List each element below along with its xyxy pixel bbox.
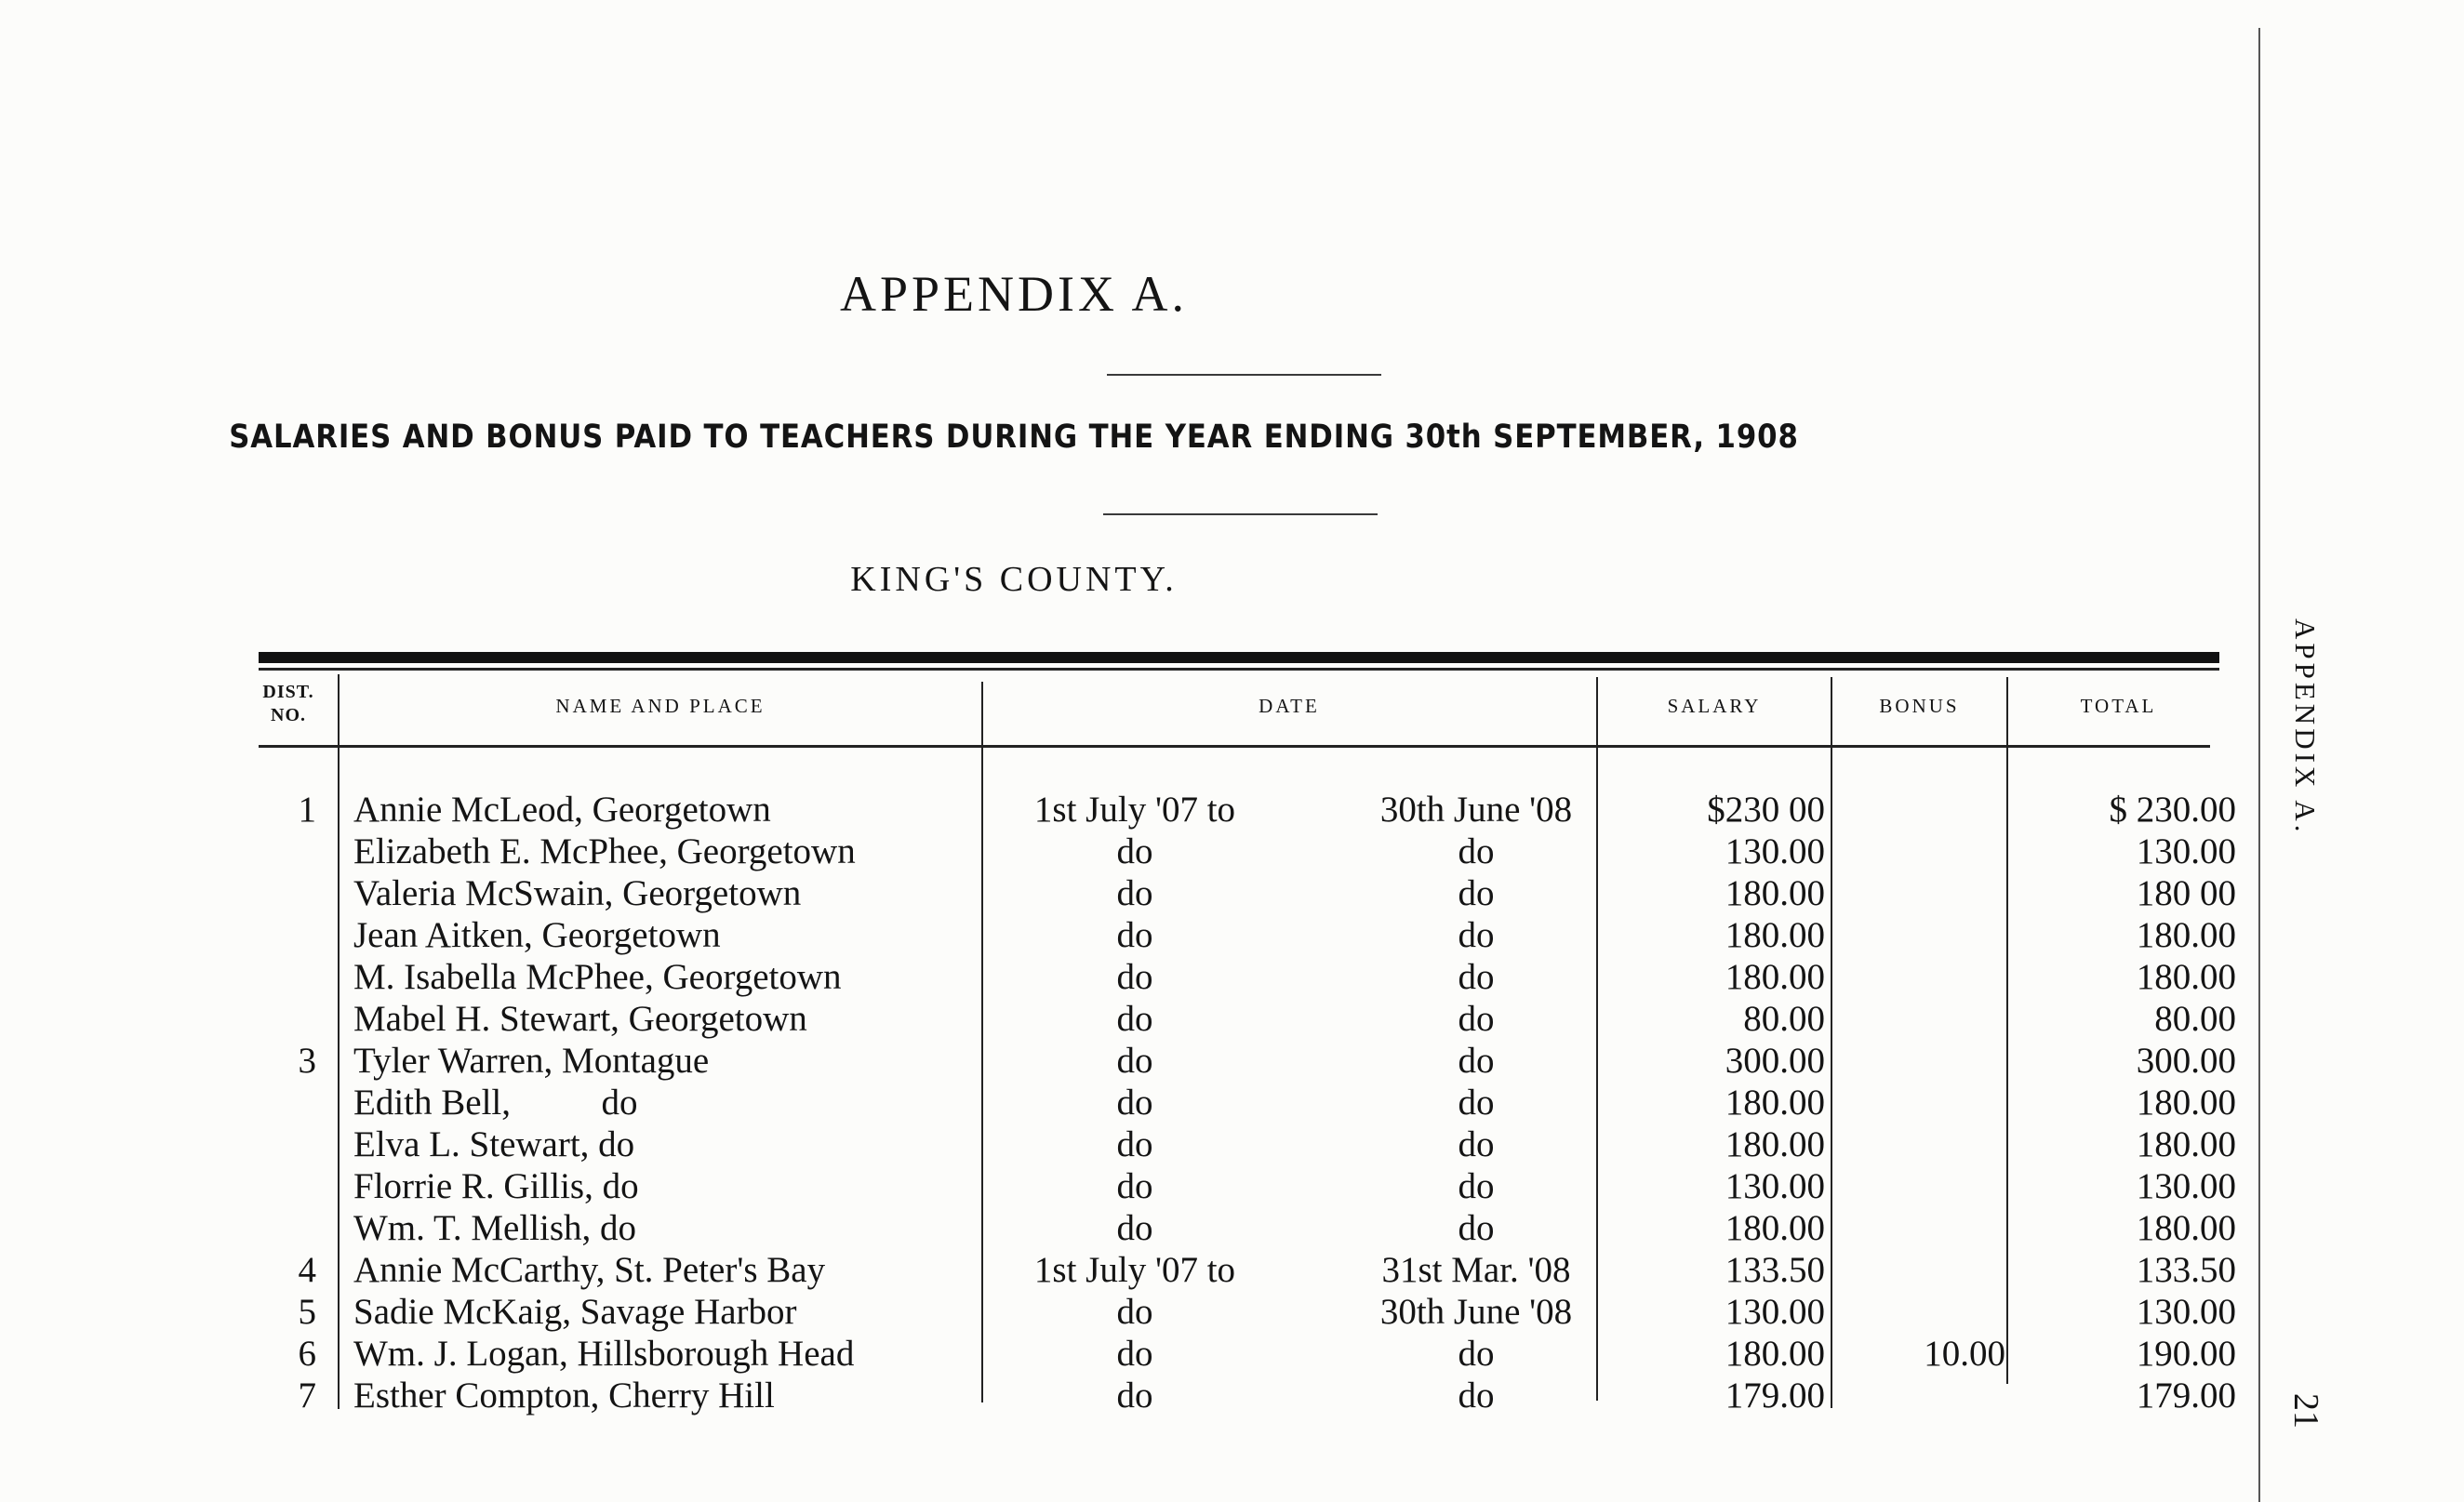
page-margin-rule — [2258, 28, 2260, 1502]
date-to: do — [1458, 1334, 1495, 1374]
salary: 300.00 — [1725, 1041, 1825, 1081]
date-from: do — [1116, 1376, 1153, 1416]
teacher-name-place: Mabel H. Stewart, Georgetown — [353, 999, 807, 1039]
header-date: DATE — [1259, 695, 1320, 717]
total: 80.00 — [2154, 999, 2236, 1039]
header-total: TOTAL — [2080, 695, 2157, 717]
teacher-name-place: M. Isabella McPhee, Georgetown — [353, 957, 842, 997]
table-row — [0, 831, 2270, 872]
date-from: do — [1116, 1292, 1153, 1332]
running-header-side: APPENDIX A. — [2289, 618, 2322, 836]
header-dist-no — [256, 681, 321, 727]
table-row — [0, 1375, 2270, 1416]
date-from: do — [1116, 999, 1153, 1039]
dist-no: 7 — [298, 1376, 316, 1416]
teacher-name-place: Wm. T. Mellish, do — [353, 1208, 637, 1248]
total: $ 230.00 — [2109, 790, 2236, 830]
table-row — [0, 872, 2270, 914]
teacher-name-place: Annie McLeod, Georgetown — [353, 790, 771, 830]
salary: 180.00 — [1725, 1083, 1825, 1123]
total: 180.00 — [2136, 915, 2236, 955]
header-dist-label: DIST. — [262, 682, 314, 702]
page-number: 21 — [2286, 1393, 2325, 1429]
total: 130.00 — [2136, 1166, 2236, 1206]
teacher-name-place: Valeria McSwain, Georgetown — [353, 873, 802, 913]
date-to: do — [1458, 1376, 1495, 1416]
table-row — [0, 1082, 2270, 1123]
dist-no: 5 — [298, 1292, 316, 1332]
teacher-name-place: Annie McCarthy, St. Peter's Bay — [353, 1250, 826, 1290]
date-to: do — [1458, 831, 1495, 871]
salary: 180.00 — [1725, 1208, 1825, 1248]
header-name-place: NAME AND PLACE — [555, 695, 766, 717]
date-to: do — [1458, 873, 1495, 913]
header-no-label: NO. — [271, 705, 306, 725]
date-from: 1st July '07 to — [1033, 790, 1236, 830]
teacher-name-place: Esther Compton, Cherry Hill — [353, 1376, 775, 1416]
total: 180.00 — [2136, 1124, 2236, 1164]
header-rule — [259, 745, 2210, 748]
teacher-name-place: Tyler Warren, Montague — [353, 1041, 710, 1081]
teacher-name-place: Wm. J. Logan, Hillsborough Head — [353, 1334, 855, 1374]
salary: $230 00 — [1707, 790, 1825, 830]
total: 180.00 — [2136, 957, 2236, 997]
date-from: 1st July '07 to — [1033, 1250, 1236, 1290]
header-salary: SALARY — [1667, 695, 1762, 717]
table-row — [0, 1249, 2270, 1291]
page-subtitle: SALARIES AND BONUS PAID TO TEACHERS DURING THE YEAR ENDING 30th SEPTEMBER, 1908 — [229, 419, 1799, 456]
date-to: do — [1458, 999, 1495, 1039]
table-row — [0, 998, 2270, 1040]
teacher-name-place: Sadie McKaig, Savage Harbor — [353, 1292, 797, 1332]
county-heading: KING'S COUNTY. — [850, 560, 1178, 599]
page-title: APPENDIX A. — [839, 266, 1189, 322]
table-row — [0, 789, 2270, 831]
bonus: 10.00 — [1924, 1334, 2005, 1374]
date-from: do — [1116, 957, 1153, 997]
salary: 133.50 — [1725, 1250, 1825, 1290]
total: 130.00 — [2136, 1292, 2236, 1332]
date-from: do — [1116, 1124, 1153, 1164]
dist-no: 1 — [298, 790, 316, 830]
date-to: do — [1458, 1083, 1495, 1123]
date-from: do — [1116, 1041, 1153, 1081]
table-row — [0, 1123, 2270, 1165]
table-row — [0, 1207, 2270, 1249]
salary: 179.00 — [1725, 1376, 1825, 1416]
dist-no: 3 — [298, 1041, 316, 1081]
date-to: 31st Mar. '08 — [1381, 1250, 1571, 1290]
total: 180 00 — [2136, 873, 2236, 913]
salary: 180.00 — [1725, 873, 1825, 913]
header-bonus: BONUS — [1879, 695, 1960, 717]
total: 180.00 — [2136, 1083, 2236, 1123]
table-row — [0, 1291, 2270, 1333]
date-to: do — [1458, 957, 1495, 997]
teacher-name-place: Florrie R. Gillis, do — [353, 1166, 639, 1206]
total: 180.00 — [2136, 1208, 2236, 1248]
salary: 180.00 — [1725, 957, 1825, 997]
table-row — [0, 956, 2270, 998]
salary: 130.00 — [1725, 831, 1825, 871]
date-from: do — [1116, 1334, 1153, 1374]
date-from: do — [1116, 1208, 1153, 1248]
salary: 80.00 — [1743, 999, 1825, 1039]
date-to: 30th June '08 — [1379, 1292, 1573, 1332]
table-top-thin-rule — [259, 668, 2219, 671]
total: 300.00 — [2136, 1041, 2236, 1081]
date-to: do — [1458, 915, 1495, 955]
date-from: do — [1116, 831, 1153, 871]
salary: 180.00 — [1725, 915, 1825, 955]
date-to: do — [1458, 1041, 1495, 1081]
date-to: do — [1458, 1208, 1495, 1248]
date-to: do — [1458, 1166, 1495, 1206]
total: 130.00 — [2136, 831, 2236, 871]
date-from: do — [1116, 1083, 1153, 1123]
date-to: 30th June '08 — [1379, 790, 1573, 830]
total: 179.00 — [2136, 1376, 2236, 1416]
salary: 180.00 — [1725, 1124, 1825, 1164]
date-from: do — [1116, 873, 1153, 913]
salary: 180.00 — [1725, 1334, 1825, 1374]
dist-no: 6 — [298, 1334, 316, 1374]
teacher-name-place: Elva L. Stewart, do — [353, 1124, 635, 1164]
table-top-thick-rule — [259, 652, 2219, 663]
dist-no: 4 — [298, 1250, 316, 1290]
teacher-name-place: Edith Bell, do — [353, 1083, 638, 1123]
subtitle-rule — [1103, 513, 1378, 515]
date-from: do — [1116, 1166, 1153, 1206]
table-row — [0, 1165, 2270, 1207]
salary: 130.00 — [1725, 1166, 1825, 1206]
salary: 130.00 — [1725, 1292, 1825, 1332]
total: 190.00 — [2136, 1334, 2236, 1374]
teacher-name-place: Elizabeth E. McPhee, Georgetown — [353, 831, 856, 871]
teacher-name-place: Jean Aitken, Georgetown — [353, 915, 721, 955]
total: 133.50 — [2136, 1250, 2236, 1290]
table-row — [0, 1333, 2270, 1375]
table-row — [0, 914, 2270, 956]
table-row — [0, 1040, 2270, 1082]
date-from: do — [1116, 915, 1153, 955]
title-rule — [1107, 374, 1381, 376]
date-to: do — [1458, 1124, 1495, 1164]
